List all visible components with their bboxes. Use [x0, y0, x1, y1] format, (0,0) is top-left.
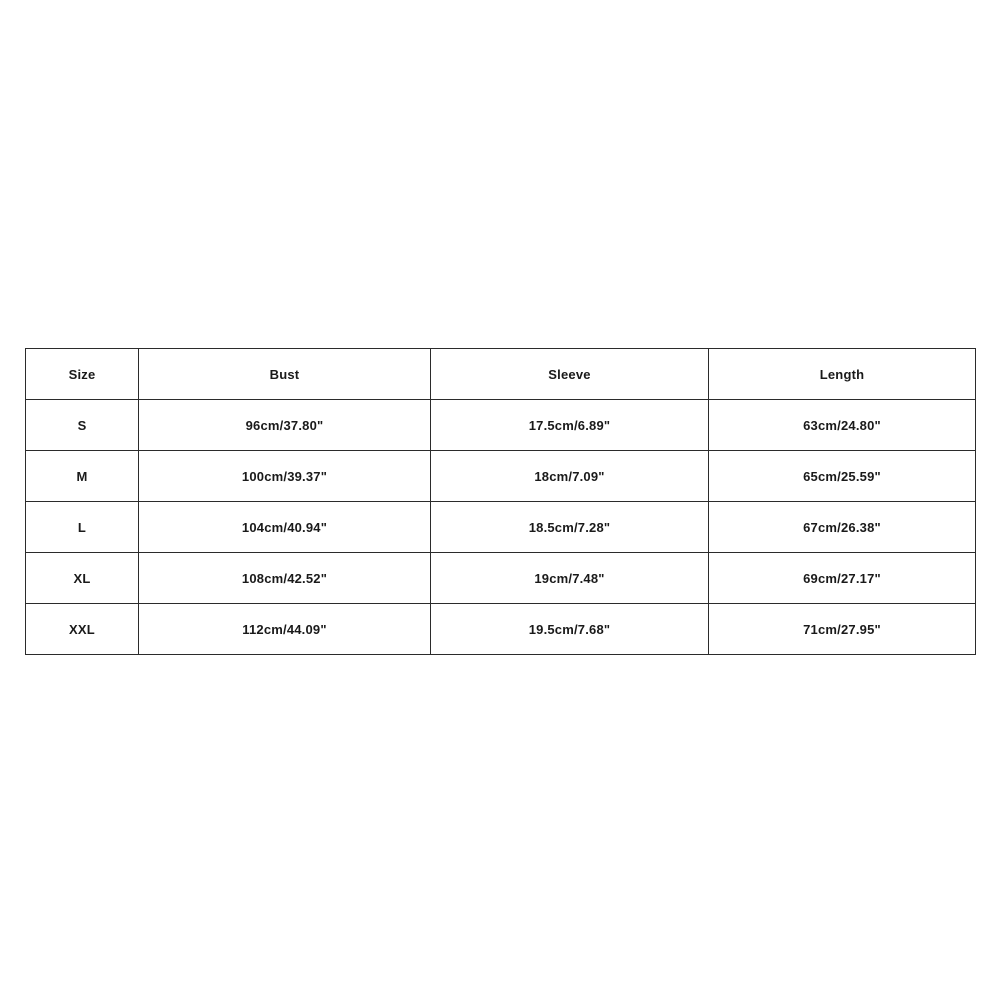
cell-size: XL: [26, 553, 139, 604]
cell-size: L: [26, 502, 139, 553]
cell-sleeve: 18cm/7.09": [431, 451, 709, 502]
cell-size: M: [26, 451, 139, 502]
table-header-row: [26, 349, 976, 400]
cell-sleeve: 19cm/7.48": [431, 553, 709, 604]
cell-length: 69cm/27.17": [709, 553, 976, 604]
column-header-length: Length: [709, 349, 976, 400]
cell-length: 71cm/27.95": [709, 604, 976, 655]
cell-sleeve: 19.5cm/7.68": [431, 604, 709, 655]
cell-sleeve: 17.5cm/6.89": [431, 400, 709, 451]
size-chart-header-row-group: [26, 349, 976, 400]
cell-bust: 108cm/42.52": [139, 553, 431, 604]
cell-length: 63cm/24.80": [709, 400, 976, 451]
cell-length: 65cm/25.59": [709, 451, 976, 502]
table-row: [26, 451, 976, 502]
cell-bust: 104cm/40.94": [139, 502, 431, 553]
cell-sleeve: 18.5cm/7.28": [431, 502, 709, 553]
cell-bust: 112cm/44.09": [139, 604, 431, 655]
table-row: [26, 502, 976, 553]
size-chart-table: [25, 348, 976, 655]
column-header-size: Size: [26, 349, 139, 400]
table-row: [26, 400, 976, 451]
size-chart-container: [25, 348, 975, 655]
table-row: [26, 553, 976, 604]
table-row: [26, 604, 976, 655]
cell-bust: 96cm/37.80": [139, 400, 431, 451]
cell-size: XXL: [26, 604, 139, 655]
cell-length: 67cm/26.38": [709, 502, 976, 553]
cell-bust: 100cm/39.37": [139, 451, 431, 502]
size-chart-body: [26, 400, 976, 655]
column-header-sleeve: Sleeve: [431, 349, 709, 400]
column-header-bust: Bust: [139, 349, 431, 400]
cell-size: S: [26, 400, 139, 451]
